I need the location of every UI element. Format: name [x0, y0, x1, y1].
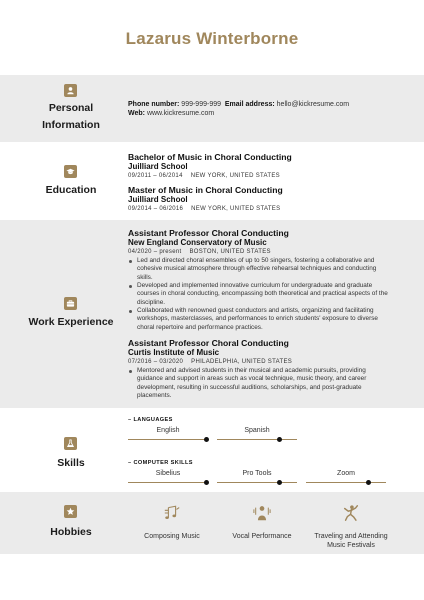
phone-label: Phone number: — [128, 101, 180, 108]
education-meta — [128, 172, 390, 181]
skills-section — [0, 408, 424, 492]
job-employer: Curtis Institute of Music — [128, 348, 220, 357]
skill-level-marker — [277, 437, 282, 442]
languages-heading: – LANGUAGES — [128, 417, 173, 423]
job-bullet: Developed and implemented innovative curriculum for undergraduate and graduate courses in choral conducting, encompassing both theoretical and practical aspects of the discipline. — [128, 282, 390, 307]
personal-section — [0, 75, 424, 142]
skill-level-marker — [366, 480, 371, 485]
job-title: Assistant Professor Choral Conducting — [128, 228, 289, 238]
computer-skills-heading: – COMPUTER SKILLS — [128, 460, 193, 466]
hobby-label: Traveling and Attending Music Festivals — [314, 533, 388, 549]
singer-icon — [253, 509, 271, 526]
experience-section — [0, 220, 424, 408]
job-title: Assistant Professor Choral Conducting — [128, 338, 289, 348]
hobby-item — [217, 504, 307, 541]
skill-level-marker — [277, 480, 282, 485]
briefcase-icon — [64, 297, 77, 310]
section-title-experience: Work Experience — [28, 316, 114, 328]
job-bullet: Mentored and advised students in their musical and academic pursuits, providing guidance and support in areas such as vocal technique, music theory, and career development, resulting in successful auditions, scholarships, and post-graduate placements. — [128, 367, 390, 400]
personal-title-text: Personal Information — [42, 102, 100, 131]
degree: Master of Music in Choral Conducting — [128, 185, 283, 195]
school: Juilliard School — [128, 162, 188, 171]
email-value: hello@kickresume.com — [276, 101, 350, 108]
skill-name: Pro Tools — [242, 470, 272, 477]
contact-info — [128, 100, 390, 118]
email-label: Email address: — [224, 101, 275, 108]
job-bullets — [128, 257, 390, 332]
resume-name: Lazarus Winterborne — [125, 29, 299, 48]
phone-value: 999-999-999 — [181, 101, 221, 108]
hobby-label: Composing Music — [144, 533, 200, 540]
education-item — [128, 185, 390, 214]
education-item — [128, 152, 390, 181]
skill-level-bar — [217, 482, 297, 483]
contact-line-2 — [128, 109, 390, 118]
web-value: www.kickresume.com — [146, 110, 215, 117]
job-item — [128, 338, 390, 400]
degree: Bachelor of Music in Choral Conducting — [128, 152, 292, 162]
job-dates: 07/2016 – 03/2020 — [128, 359, 184, 365]
section-title-personal — [0, 100, 142, 134]
skill-level-bar — [306, 482, 386, 483]
dancer-icon — [342, 509, 360, 526]
skill-level-bar — [128, 439, 208, 440]
hobby-item — [127, 504, 217, 541]
skill-name: English — [156, 427, 180, 434]
contact-line-1 — [128, 100, 390, 109]
skill-item — [306, 469, 386, 483]
education-dates: 09/2011 – 06/2014 — [128, 173, 183, 179]
hobby-label: Vocal Performance — [232, 533, 292, 540]
skill-level-bar — [217, 439, 297, 440]
skill-level-marker — [204, 480, 209, 485]
skill-item — [128, 469, 208, 483]
section-title-hobbies: Hobbies — [50, 526, 92, 538]
music-notes-icon — [163, 509, 181, 526]
education-meta — [128, 205, 390, 214]
skill-level-marker — [204, 437, 209, 442]
job-meta — [128, 248, 390, 257]
job-item — [128, 228, 390, 332]
job-employer: New England Conservatory of Music — [128, 238, 267, 247]
section-title-skills: Skills — [57, 457, 85, 469]
job-location: PHILADELPHIA, UNITED STATES — [191, 359, 293, 365]
job-bullet: Collaborated with renowned guest conductors and artists, organizing and facilitating workshops, masterclasses, and performances to enrich students' exposure to diverse choral repertoire and performance practices. — [128, 307, 390, 332]
education-location: NEW YORK, UNITED STATES — [191, 206, 281, 212]
job-location: BOSTON, UNITED STATES — [189, 249, 271, 255]
skill-name: Spanish — [244, 427, 270, 434]
hobby-item — [306, 504, 396, 550]
skill-level-bar — [128, 482, 208, 483]
web-label: Web: — [128, 110, 145, 117]
education-location: NEW YORK, UNITED STATES — [190, 173, 280, 179]
hobbies-section — [0, 492, 424, 554]
user-icon — [64, 84, 77, 97]
skill-item — [217, 469, 297, 483]
skill-item — [128, 426, 208, 440]
job-bullets — [128, 367, 390, 400]
job-meta — [128, 358, 390, 367]
education-dates: 09/2014 – 06/2016 — [128, 206, 184, 212]
star-icon — [64, 505, 77, 518]
skill-name: Sibelius — [155, 470, 181, 477]
flask-icon — [64, 437, 77, 450]
skill-item — [217, 426, 297, 440]
job-dates: 04/2020 – present — [128, 249, 182, 255]
graduation-cap-icon — [64, 165, 77, 178]
job-bullet: Led and directed choral ensembles of up to 50 singers, fostering a collaborative and cohesive musical atmosphere through effective rehearsal techniques and conducting skills. — [128, 257, 390, 282]
education-section — [0, 142, 424, 220]
skill-name: Zoom — [337, 470, 355, 477]
school: Juilliard School — [128, 195, 188, 204]
section-title-education: Education — [45, 184, 97, 196]
